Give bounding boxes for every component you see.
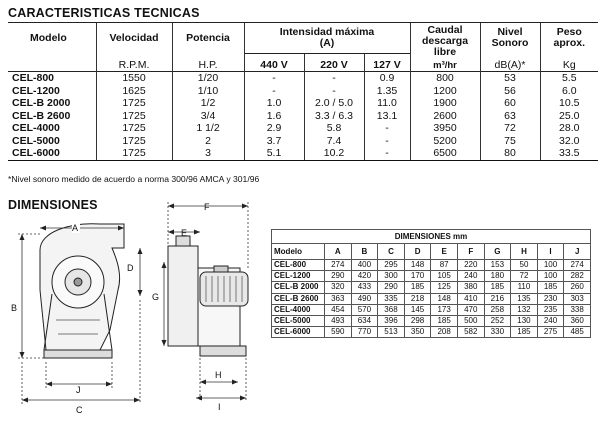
- tech-value-cell: 6500: [410, 147, 480, 160]
- unit-nivel: dB(A)*: [480, 53, 540, 71]
- dim-value-cell: 135: [511, 293, 538, 304]
- tech-model-cell: CEL-4000: [12, 122, 60, 134]
- dim-row: [272, 271, 591, 282]
- tech-value-cell: 3: [172, 147, 244, 160]
- dim-value-cell: 634: [351, 315, 378, 326]
- dim-value-cell: 570: [351, 304, 378, 315]
- tech-value-cell: 1.0: [244, 97, 304, 110]
- label-c: C: [76, 405, 83, 415]
- dim-value-cell: 320: [325, 282, 352, 293]
- tech-value-cell: 60: [480, 97, 540, 110]
- tech-model-cell: CEL-B 2600: [12, 109, 71, 122]
- unit-127v: 127 V: [364, 53, 410, 71]
- tech-value-cell: -: [244, 72, 304, 85]
- front-view-drawing: [40, 224, 124, 358]
- dim-value-cell: 274: [564, 260, 591, 271]
- noise-footnote: *Nivel sonoro medido de acuerdo a norma 300/96 AMCA y 301/96: [8, 174, 260, 184]
- dim-model-cell: CEL-4000: [272, 304, 325, 315]
- dim-value-cell: 290: [378, 282, 405, 293]
- tech-value-cell: 3.7: [244, 135, 304, 148]
- tech-value-cell: 1725: [96, 97, 172, 110]
- side-view-drawing: [168, 236, 248, 356]
- label-g: G: [152, 292, 160, 302]
- dim-col-header: B: [351, 244, 378, 260]
- dim-value-cell: 400: [351, 260, 378, 271]
- dim-value-cell: 240: [537, 315, 564, 326]
- tech-value-cell: 1725: [96, 110, 172, 123]
- tech-value-cell: -: [304, 72, 364, 85]
- dim-value-cell: 360: [564, 315, 591, 326]
- tech-value-cell: -: [364, 122, 410, 135]
- dim-col-header: C: [378, 244, 405, 260]
- tech-value-cell: 10.5: [540, 97, 598, 110]
- tech-value-cell: 75: [480, 135, 540, 148]
- dim-value-cell: 100: [537, 260, 564, 271]
- dim-col-header: A: [325, 244, 352, 260]
- label-h: H: [215, 370, 222, 380]
- label-i: I: [218, 402, 221, 412]
- tech-value-cell: 1725: [96, 147, 172, 160]
- dim-value-cell: 433: [351, 282, 378, 293]
- dim-col-header: Modelo: [272, 244, 325, 260]
- dim-value-cell: 100: [537, 271, 564, 282]
- label-j: J: [76, 385, 81, 395]
- label-d: D: [127, 263, 134, 273]
- dim-value-cell: 148: [404, 260, 431, 271]
- dim-value-cell: 275: [537, 327, 564, 338]
- dim-value-cell: 260: [564, 282, 591, 293]
- dim-value-cell: 132: [511, 304, 538, 315]
- dim-value-cell: 185: [431, 315, 458, 326]
- dim-row: [272, 260, 591, 271]
- dim-col-header: F: [457, 244, 484, 260]
- caudal-line2: descarga: [421, 35, 469, 47]
- unit-440v: 440 V: [244, 53, 304, 71]
- dim-value-cell: 216: [484, 293, 511, 304]
- tech-value-cell: 1550: [96, 72, 172, 85]
- tech-value-cell: -: [364, 147, 410, 160]
- dim-value-cell: 282: [564, 271, 591, 282]
- dim-model-cell: CEL-6000: [272, 327, 325, 338]
- unit-220v: 220 V: [304, 53, 364, 71]
- dim-value-cell: 180: [484, 271, 511, 282]
- tech-value-cell: 11.0: [364, 97, 410, 110]
- tech-value-cell: 3950: [410, 122, 480, 135]
- tech-value-cell: 56: [480, 85, 540, 98]
- dim-col-header: D: [404, 244, 431, 260]
- dim-value-cell: 500: [457, 315, 484, 326]
- tech-value-cell: 2.0 / 5.0: [304, 97, 364, 110]
- tech-value-cell: 1/10: [172, 85, 244, 98]
- dim-value-cell: 258: [484, 304, 511, 315]
- dim-value-cell: 185: [404, 282, 431, 293]
- label-a: A: [72, 223, 79, 233]
- dim-row: [272, 315, 591, 326]
- tech-value-cell: 53: [480, 72, 540, 85]
- dim-value-cell: 274: [325, 260, 352, 271]
- dim-row: [272, 293, 591, 304]
- dim-value-cell: 298: [404, 315, 431, 326]
- dim-model-cell: CEL-5000: [272, 315, 325, 326]
- nivel-line1: Nivel: [497, 26, 523, 39]
- dim-value-cell: 410: [457, 293, 484, 304]
- unit-caudal: m³/hr: [433, 60, 457, 71]
- dim-value-cell: 218: [404, 293, 431, 304]
- dim-col-header: I: [537, 244, 564, 260]
- tech-value-cell: 72: [480, 122, 540, 135]
- dim-value-cell: 330: [484, 327, 511, 338]
- dim-col-header: H: [511, 244, 538, 260]
- dim-value-cell: 493: [325, 315, 352, 326]
- dim-row: [272, 282, 591, 293]
- dim-value-cell: 130: [511, 315, 538, 326]
- tech-value-cell: 1.6: [244, 110, 304, 123]
- dim-value-cell: 208: [431, 327, 458, 338]
- dimensions-section-title: DIMENSIONES: [8, 198, 98, 212]
- dim-value-cell: 490: [351, 293, 378, 304]
- tech-model-cell: CEL-B 2000: [12, 97, 71, 109]
- dim-value-cell: 470: [457, 304, 484, 315]
- dim-col-header: E: [431, 244, 458, 260]
- label-e: E: [181, 228, 188, 238]
- tech-value-cell: 1.35: [364, 85, 410, 98]
- dim-value-cell: 252: [484, 315, 511, 326]
- tech-model-cell: CEL-1200: [12, 84, 60, 97]
- tech-value-cell: 25.0: [540, 110, 598, 123]
- dim-value-cell: 295: [378, 260, 405, 271]
- label-f: F: [204, 202, 210, 212]
- tech-value-cell: 1725: [96, 122, 172, 135]
- dim-value-cell: 153: [484, 260, 511, 271]
- col-modelo: Modelo: [8, 23, 96, 54]
- dim-value-cell: 290: [325, 271, 352, 282]
- intensidad-line2: (A): [319, 36, 335, 49]
- tech-value-cell: 5.8: [304, 122, 364, 135]
- dim-value-cell: 240: [457, 271, 484, 282]
- dim-model-cell: CEL-B 2000: [272, 282, 325, 293]
- tech-section-title: CARACTERISTICAS TECNICAS: [8, 6, 200, 20]
- dim-value-cell: 590: [325, 327, 352, 338]
- dim-value-cell: 145: [404, 304, 431, 315]
- dim-model-cell: CEL-B 2600: [272, 293, 325, 304]
- dim-value-cell: 380: [457, 282, 484, 293]
- tech-value-cell: 1900: [410, 97, 480, 110]
- unit-rpm: R.P.M.: [96, 53, 172, 71]
- dim-value-cell: 125: [431, 282, 458, 293]
- unit-peso: Kg: [540, 53, 598, 71]
- dim-value-cell: 420: [351, 271, 378, 282]
- tech-value-cell: 1/2: [172, 97, 244, 110]
- dim-col-header: G: [484, 244, 511, 260]
- tech-value-cell: 1/20: [172, 72, 244, 85]
- unit-hp: H.P.: [172, 53, 244, 71]
- nivel-line2: Sonoro: [491, 37, 529, 50]
- dim-value-cell: 770: [351, 327, 378, 338]
- dimensions-table: [271, 229, 591, 338]
- col-potencia: Potencia: [172, 23, 244, 54]
- tech-value-cell: 5.1: [244, 147, 304, 160]
- dim-value-cell: 396: [378, 315, 405, 326]
- tech-value-cell: -: [244, 85, 304, 98]
- tech-value-cell: 2.9: [244, 122, 304, 135]
- dim-value-cell: 338: [564, 304, 591, 315]
- tech-value-cell: 800: [410, 72, 480, 85]
- tech-value-cell: 1725: [96, 135, 172, 148]
- tech-model-cell: CEL-800: [8, 72, 96, 85]
- tech-value-cell: 3/4: [172, 110, 244, 123]
- tech-value-cell: -: [364, 135, 410, 148]
- tech-value-cell: 10.2: [304, 147, 364, 160]
- tech-value-cell: 63: [480, 110, 540, 123]
- dim-value-cell: 72: [511, 271, 538, 282]
- dim-value-cell: 335: [378, 293, 405, 304]
- dim-value-cell: 513: [378, 327, 405, 338]
- tech-value-cell: 0.9: [364, 72, 410, 85]
- dim-model-cell: CEL-800: [272, 260, 325, 271]
- dim-row: [272, 304, 591, 315]
- dim-value-cell: 350: [404, 327, 431, 338]
- tech-value-cell: 28.0: [540, 122, 598, 135]
- caudal-line1: Caudal: [427, 24, 463, 36]
- tech-value-cell: 5.5: [540, 72, 598, 85]
- intensidad-line1: Intensidad máxima: [279, 25, 375, 38]
- peso-line2: aprox.: [553, 37, 585, 50]
- dim-value-cell: 170: [404, 271, 431, 282]
- tech-value-cell: 1200: [410, 85, 480, 98]
- caudal-line3: libre: [433, 46, 457, 58]
- dim-value-cell: 50: [511, 260, 538, 271]
- tech-value-cell: 33.5: [540, 147, 598, 160]
- dim-value-cell: 454: [325, 304, 352, 315]
- tech-value-cell: 2600: [410, 110, 480, 123]
- dim-value-cell: 185: [537, 282, 564, 293]
- dim-value-cell: 105: [431, 271, 458, 282]
- tech-value-cell: 1625: [96, 85, 172, 98]
- dimensions-table-caption: DIMENSIONES mm: [272, 230, 591, 244]
- tech-value-cell: 80: [480, 147, 540, 160]
- tech-value-cell: 5200: [410, 135, 480, 148]
- dim-value-cell: 230: [537, 293, 564, 304]
- dim-value-cell: 173: [431, 304, 458, 315]
- tech-value-cell: 3.3 / 6.3: [304, 110, 364, 123]
- dim-value-cell: 220: [457, 260, 484, 271]
- dim-value-cell: 368: [378, 304, 405, 315]
- dim-row: [272, 327, 591, 338]
- tech-model-cell: CEL-5000: [12, 134, 60, 147]
- tech-value-cell: 2: [172, 135, 244, 148]
- tech-value-cell: 6.0: [540, 85, 598, 98]
- dim-value-cell: 87: [431, 260, 458, 271]
- tech-value-cell: 32.0: [540, 135, 598, 148]
- tech-value-cell: 13.1: [364, 110, 410, 123]
- tech-value-cell: -: [304, 85, 364, 98]
- dim-value-cell: 303: [564, 293, 591, 304]
- peso-line1: Peso: [556, 26, 582, 39]
- dim-value-cell: 363: [325, 293, 352, 304]
- label-b: B: [11, 303, 18, 313]
- dim-value-cell: 582: [457, 327, 484, 338]
- dim-value-cell: 110: [511, 282, 538, 293]
- tech-model-cell: CEL-6000: [8, 147, 96, 160]
- dim-value-cell: 185: [484, 282, 511, 293]
- tech-value-cell: 7.4: [304, 135, 364, 148]
- dim-value-cell: 148: [431, 293, 458, 304]
- dim-model-cell: CEL-1200: [272, 271, 325, 282]
- dim-value-cell: 300: [378, 271, 405, 282]
- dim-value-cell: 235: [537, 304, 564, 315]
- col-velocidad: Velocidad: [96, 23, 172, 54]
- dim-col-header: J: [564, 244, 591, 260]
- dim-value-cell: 185: [511, 327, 538, 338]
- tech-value-cell: 1 1/2: [172, 122, 244, 135]
- dim-value-cell: 485: [564, 327, 591, 338]
